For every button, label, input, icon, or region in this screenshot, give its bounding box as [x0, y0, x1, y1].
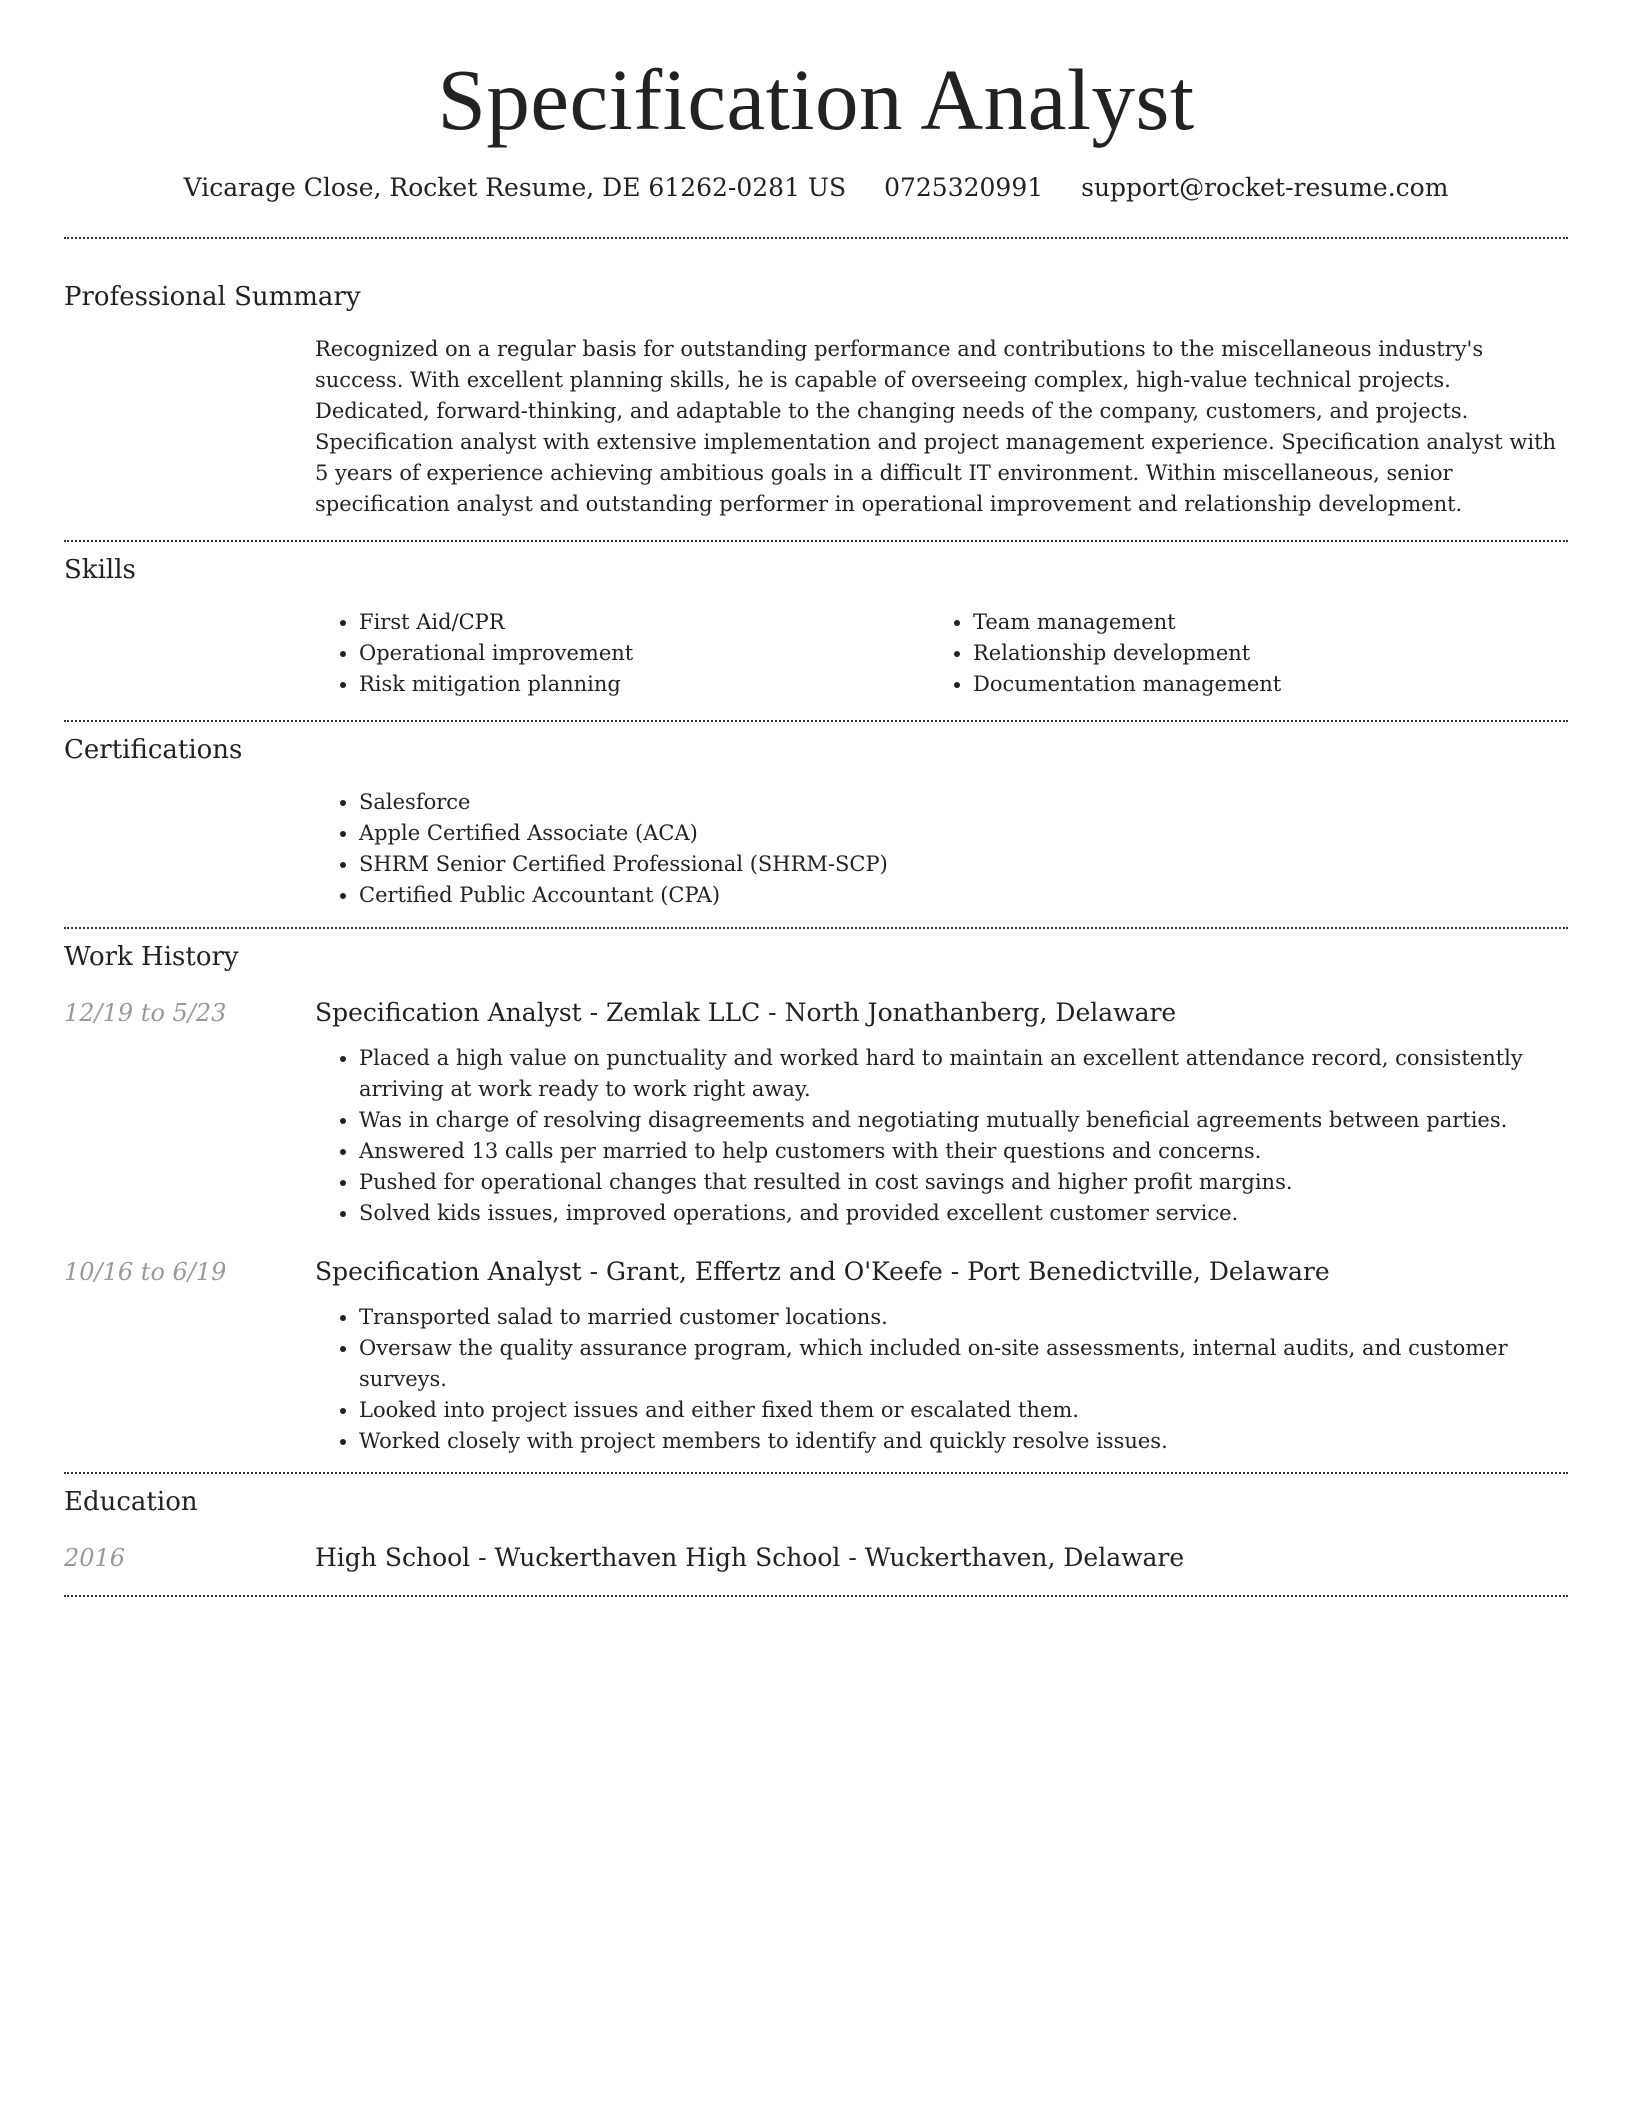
divider — [64, 237, 1568, 239]
contact-email: support@rocket-resume.com — [1081, 173, 1449, 202]
divider — [64, 1595, 1568, 1597]
summary-section — [64, 280, 1568, 520]
certifications-section — [64, 733, 1568, 911]
skill-item: • Team management — [973, 607, 1543, 638]
job-bullet: • Was in charge of resolving disagreements and negotiating mutually beneficial agreements between parties. — [359, 1105, 1568, 1136]
skills-title: Skills — [64, 555, 136, 585]
education-section — [64, 1485, 1568, 1575]
certification-item: • Certified Public Accountant (CPA) — [359, 880, 1568, 911]
skill-item: • Relationship development — [973, 638, 1543, 669]
job-heading: Specification Analyst - Zemlak LLC - North Jonathanberg, Delaware — [315, 998, 1177, 1027]
job-header — [64, 996, 1568, 1030]
candidate-name: Specification Analyst — [437, 51, 1195, 148]
skills-grid — [315, 607, 1568, 700]
job-dates: 12/19 to 5/23 — [64, 999, 227, 1027]
certification-item: • Salesforce — [359, 787, 1568, 818]
summary-title: Professional Summary — [64, 282, 361, 312]
contact-phone: 0725320991 — [884, 173, 1044, 202]
job-bullet-list — [315, 1302, 1568, 1457]
job-bullets — [315, 1043, 1568, 1229]
divider — [64, 927, 1568, 929]
job-bullets — [315, 1302, 1568, 1457]
skills-section — [64, 553, 1568, 700]
skill-item: • Operational improvement — [359, 638, 929, 669]
divider — [64, 720, 1568, 722]
certifications-title: Certifications — [64, 735, 243, 765]
job-heading: Specification Analyst - Grant, Effertz and O'Keefe - Port Benedictville, Delaware — [315, 1257, 1330, 1286]
skill-item: • First Aid/CPR — [359, 607, 929, 638]
work-section — [64, 940, 1568, 1457]
education-title: Education — [64, 1487, 198, 1517]
contact-address: Vicarage Close, Rocket Resume, DE 61262-0281 US — [183, 173, 847, 202]
summary-text: Recognized on a regular basis for outstanding performance and contributions to the miscellaneous industry's success. With excellent planning skills, he is capable of overseeing complex, high-value technical projects. Dedicated, forward-thinking, and adaptable to the changing needs of the company, customers, and projects. Specification analyst with extensive implementation and project management experience. Specification analyst with 5 years of experience achieving ambitious goals in a difficult IT environment. Within miscellaneous, senior specification analyst and outstanding performer in operational improvement and relationship development. — [315, 337, 1557, 516]
job-bullet: • Transported salad to married customer locations. — [359, 1302, 1568, 1333]
job-entry — [64, 1255, 1568, 1457]
skill-item: • Documentation management — [973, 669, 1543, 700]
job-entry — [64, 996, 1568, 1229]
job-header — [64, 1255, 1568, 1289]
skills-list-left — [315, 607, 929, 700]
certification-item: • SHRM Senior Certified Professional (SHRM-SCP) — [359, 849, 1568, 880]
divider — [64, 1472, 1568, 1474]
education-year: 2016 — [64, 1544, 126, 1572]
job-bullet: • Placed a high value on punctuality and worked hard to maintain an excellent attendance record, consistently arriving at work ready to work right away. — [359, 1043, 1568, 1105]
work-title: Work History — [64, 942, 239, 972]
certifications-list — [315, 787, 1568, 911]
job-bullet: • Looked into project issues and either fixed them or escalated them. — [359, 1395, 1568, 1426]
resume-page — [64, 0, 1568, 1597]
job-bullet: • Answered 13 calls per married to help customers with their questions and concerns. — [359, 1136, 1568, 1167]
divider — [64, 540, 1568, 542]
job-bullet: • Worked closely with project members to identify and quickly resolve issues. — [359, 1426, 1568, 1457]
job-bullet: • Oversaw the quality assurance program, which included on-site assessments, internal audits, and customer surveys. — [359, 1333, 1568, 1395]
job-dates: 10/16 to 6/19 — [64, 1258, 227, 1286]
education-entry — [64, 1541, 1568, 1575]
job-bullet: • Pushed for operational changes that resulted in cost savings and higher profit margins. — [359, 1167, 1568, 1198]
job-bullet-list — [315, 1043, 1568, 1229]
certification-item: • Apple Certified Associate (ACA) — [359, 818, 1568, 849]
skills-list-right — [929, 607, 1543, 700]
job-bullet: • Solved kids issues, improved operations, and provided excellent customer service. — [359, 1198, 1568, 1229]
education-heading: High School - Wuckerthaven High School - Wuckerthaven, Delaware — [315, 1543, 1185, 1572]
certifications-body — [315, 787, 1568, 911]
skill-item: • Risk mitigation planning — [359, 669, 929, 700]
contact-line — [64, 170, 1568, 206]
